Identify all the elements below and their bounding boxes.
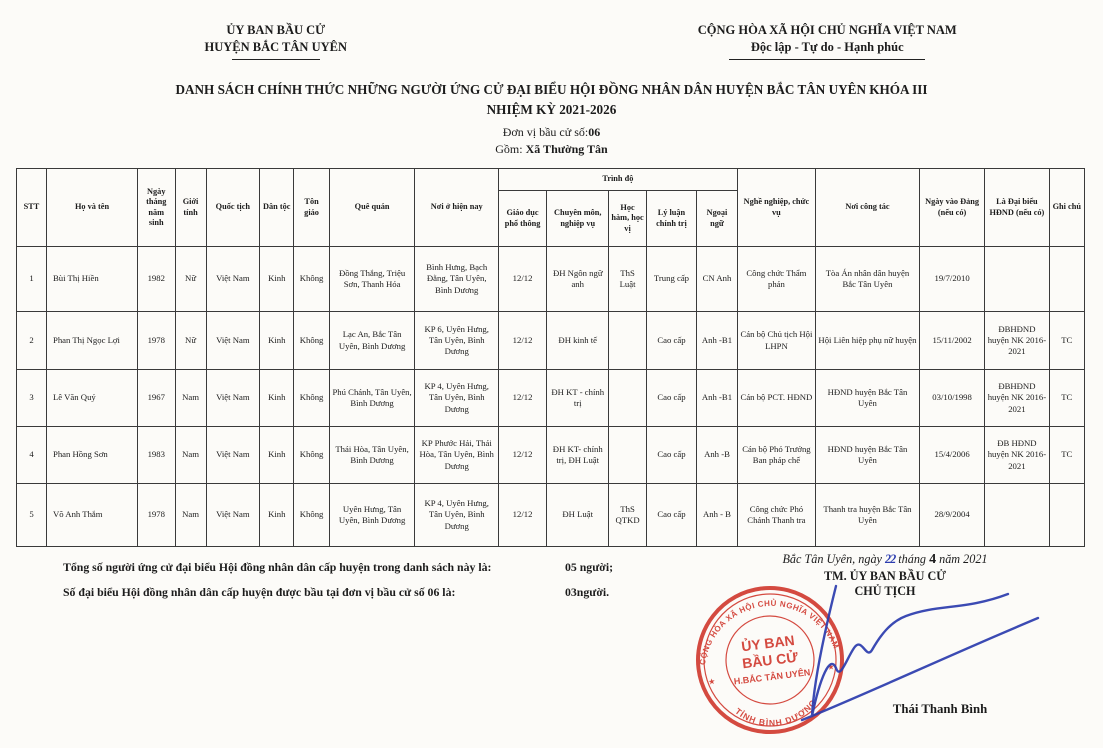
table-cell: Cán bộ PCT. HĐND bbox=[737, 370, 815, 427]
summary-line1-label: Tổng số người ứng cử đại biểu Hội đồng nhân dân cấp huyện trong danh sách này là: bbox=[63, 560, 492, 574]
col-header-religion: Tôn giáo bbox=[294, 169, 329, 247]
stamp-arc-bottom-text: TỈNH BÌNH DƯƠNG bbox=[733, 697, 819, 728]
col-header-dob: Ngày tháng năm sinh bbox=[138, 169, 175, 247]
letterhead-left-rule bbox=[232, 59, 320, 60]
col-header-name: Họ và tên bbox=[46, 169, 137, 247]
table-cell: Việt Nam bbox=[206, 312, 260, 370]
table-cell: 3 bbox=[17, 370, 47, 427]
table-cell: HĐND huyện Bắc Tân Uyên bbox=[816, 370, 920, 427]
document-title bbox=[0, 80, 1103, 121]
document-title-line1: DANH SÁCH CHÍNH THỨC NHỮNG NGƯỜI ỨNG CỬ ĐẠI BIỂU HỘI ĐỒNG NHÂN DÂN HUYỆN BẮC TÂN UYÊN KHÓA III bbox=[175, 82, 928, 97]
col-header-hometown: Quê quán bbox=[329, 169, 415, 247]
table-cell: ĐH KT- chính trị, ĐH Luật bbox=[547, 427, 609, 484]
table-cell: Lê Văn Quý bbox=[46, 370, 137, 427]
table-cell bbox=[1049, 484, 1084, 547]
table-cell: 1967 bbox=[138, 370, 175, 427]
table-cell: Không bbox=[294, 312, 329, 370]
col-header-occupation: Nghề nghiệp, chức vụ bbox=[737, 169, 815, 247]
col-header-gender: Giới tính bbox=[175, 169, 206, 247]
col-header-edu-degree: Học hàm, học vị bbox=[609, 191, 646, 247]
table-cell: Không bbox=[294, 427, 329, 484]
table-cell: ĐH KT - chính trị bbox=[547, 370, 609, 427]
table-cell: ThS QTKD bbox=[609, 484, 646, 547]
table-cell: Nam bbox=[175, 484, 206, 547]
table-cell bbox=[609, 370, 646, 427]
table-cell: Kinh bbox=[260, 312, 294, 370]
col-header-edu-professional: Chuyên môn, nghiệp vụ bbox=[547, 191, 609, 247]
election-unit-number: 06 bbox=[588, 125, 601, 139]
table-cell: Việt Nam bbox=[206, 427, 260, 484]
table-cell: 12/12 bbox=[498, 484, 546, 547]
election-unit-scope-line bbox=[0, 141, 1103, 158]
table-cell bbox=[985, 484, 1049, 547]
role-line: CHỦ TỊCH bbox=[854, 584, 916, 598]
handwritten-day: 22 bbox=[885, 552, 896, 566]
table-cell: Anh -B bbox=[697, 427, 738, 484]
table-cell: 4 bbox=[17, 427, 47, 484]
table-cell: Cao cấp bbox=[646, 312, 696, 370]
table-cell: Không bbox=[294, 484, 329, 547]
table-cell: HĐND huyện Bắc Tân Uyên bbox=[816, 427, 920, 484]
summary-line-total-candidates bbox=[63, 555, 723, 580]
col-header-education-group: Trình độ bbox=[498, 169, 737, 191]
table-cell: CN Anh bbox=[697, 247, 738, 312]
table-cell: 12/12 bbox=[498, 427, 546, 484]
table-header bbox=[17, 169, 1085, 247]
stamp-star-left: ★ bbox=[707, 676, 716, 687]
table-cell: Cao cấp bbox=[646, 370, 696, 427]
table-row bbox=[17, 370, 1085, 427]
table-row bbox=[17, 427, 1085, 484]
date-prefix: Bắc Tân Uyên, ngày bbox=[782, 552, 882, 566]
table-cell: Cán bộ Phó Trưởng Ban pháp chế bbox=[737, 427, 815, 484]
table-body bbox=[17, 247, 1085, 547]
table-cell: Công chức Phó Chánh Thanh tra bbox=[737, 484, 815, 547]
table-cell: Cao cấp bbox=[646, 427, 696, 484]
table-cell: 15/11/2002 bbox=[919, 312, 984, 370]
table-cell: Việt Nam bbox=[206, 247, 260, 312]
election-unit-label: Đơn vị bầu cử số: bbox=[502, 125, 589, 139]
table-row bbox=[17, 247, 1085, 312]
table-cell: 12/12 bbox=[498, 370, 546, 427]
election-scope-label: Gồm: bbox=[495, 142, 523, 157]
table-cell: Nam bbox=[175, 370, 206, 427]
issuing-authority bbox=[0, 22, 552, 60]
table-cell bbox=[609, 312, 646, 370]
col-header-residence: Nơi ở hiện nay bbox=[415, 169, 499, 247]
table-cell: Không bbox=[294, 247, 329, 312]
table-cell: 12/12 bbox=[498, 312, 546, 370]
table-cell: Lạc An, Bắc Tân Uyên, Bình Dương bbox=[329, 312, 415, 370]
summary-line-seats bbox=[63, 580, 723, 605]
national-motto-line2: Độc lập - Tự do - Hạnh phúc bbox=[750, 39, 904, 54]
table-cell: Cán bộ Chủ tịch Hội LHPN bbox=[737, 312, 815, 370]
table-cell: ĐH Ngôn ngữ anh bbox=[547, 247, 609, 312]
table-cell: ĐBHĐND huyện NK 2016-2021 bbox=[985, 370, 1049, 427]
date-suffix: năm 2021 bbox=[939, 552, 988, 566]
national-motto-line1: CỘNG HÒA XÃ HỘI CHỦ NGHĨA VIỆT NAM bbox=[697, 23, 957, 37]
stamp-center-line2: BẦU CỬ bbox=[741, 648, 799, 672]
table-cell: Kinh bbox=[260, 427, 294, 484]
election-unit-line bbox=[0, 124, 1103, 141]
table-cell: KP Phước Hải, Thái Hòa, Tân Uyên, Bình Dương bbox=[415, 427, 499, 484]
document-title-line2: NHIỆM KỲ 2021-2026 bbox=[486, 102, 617, 118]
letterhead-right-rule bbox=[729, 59, 925, 60]
candidates-table bbox=[16, 168, 1085, 547]
issuing-authority-line2: HUYỆN BẮC TÂN UYÊN bbox=[204, 39, 347, 54]
summary-line2-label: Số đại biểu Hội đồng nhân dân cấp huyện được bầu tại đơn vị bầu cử số 06 là: bbox=[63, 585, 456, 599]
table-cell: ĐBHĐND huyện NK 2016-2021 bbox=[985, 312, 1049, 370]
summary-block bbox=[63, 555, 723, 605]
letterhead bbox=[0, 22, 1103, 60]
table-cell: Thái Hòa, Tân Uyên, Bình Dương bbox=[329, 427, 415, 484]
table-cell: 1 bbox=[17, 247, 47, 312]
election-scope-value: Xã Thường Tân bbox=[525, 142, 608, 157]
table-cell: Đồng Thắng, Triệu Sơn, Thanh Hóa bbox=[329, 247, 415, 312]
table-cell: Trung cấp bbox=[646, 247, 696, 312]
table-cell: Phú Chánh, Tân Uyên, Bình Dương bbox=[329, 370, 415, 427]
col-header-edu-political: Lý luận chính trị bbox=[646, 191, 696, 247]
table-cell: 1983 bbox=[138, 427, 175, 484]
table-cell: Uyên Hưng, Tân Uyên, Bình Dương bbox=[329, 484, 415, 547]
table-cell: Việt Nam bbox=[206, 370, 260, 427]
table-cell: TC bbox=[1049, 427, 1084, 484]
table-cell: Kinh bbox=[260, 370, 294, 427]
table-cell: Tòa Án nhân dân huyện Bắc Tân Uyên bbox=[816, 247, 920, 312]
table-cell bbox=[985, 247, 1049, 312]
table-cell: Hội Liên hiệp phụ nữ huyện bbox=[816, 312, 920, 370]
table-cell: ĐH kinh tế bbox=[547, 312, 609, 370]
handwritten-month: 4 bbox=[929, 552, 937, 567]
table-cell: 19/7/2010 bbox=[919, 247, 984, 312]
table-cell: Phan Hồng Sơn bbox=[46, 427, 137, 484]
table-cell: Nam bbox=[175, 427, 206, 484]
table-row bbox=[17, 484, 1085, 547]
table-cell: ThS Luật bbox=[609, 247, 646, 312]
table-cell: 2 bbox=[17, 312, 47, 370]
col-header-delegate: Là Đại biểu HĐND (nếu có) bbox=[985, 169, 1049, 247]
table-cell bbox=[609, 427, 646, 484]
date-line bbox=[690, 552, 1080, 568]
election-unit-block bbox=[0, 124, 1103, 159]
national-motto bbox=[552, 22, 1103, 60]
table-cell: Công chức Thẩm phán bbox=[737, 247, 815, 312]
table-cell: 1978 bbox=[138, 312, 175, 370]
table-cell: TC bbox=[1049, 312, 1084, 370]
table-cell: KP 4, Uyên Hưng, Tân Uyên, Bình Dương bbox=[415, 370, 499, 427]
table-cell: Anh -B1 bbox=[697, 312, 738, 370]
table-cell: KP 6, Uyên Hưng, Tân Uyên, Bình Dương bbox=[415, 312, 499, 370]
table-cell: TC bbox=[1049, 370, 1084, 427]
stamp-arc-top-text: CỘNG HÒA XÃ HỘI CHỦ NGHĨA VIỆT NAM bbox=[698, 598, 841, 666]
on-behalf-line: TM. ỦY BAN BẦU CỬ bbox=[824, 569, 946, 583]
summary-line2-value: 03người. bbox=[565, 585, 610, 599]
signer-name: Thái Thanh Bình bbox=[892, 702, 988, 716]
table-row bbox=[17, 312, 1085, 370]
table-cell: Kinh bbox=[260, 484, 294, 547]
col-header-party-date: Ngày vào Đảng (nếu có) bbox=[919, 169, 984, 247]
table-cell: ĐH Luật bbox=[547, 484, 609, 547]
issuing-authority-line1: ỦY BAN BẦU CỬ bbox=[226, 23, 326, 37]
table-cell: Không bbox=[294, 370, 329, 427]
table-cell: 1978 bbox=[138, 484, 175, 547]
col-header-ethnicity: Dân tộc bbox=[260, 169, 294, 247]
table-cell: Nữ bbox=[175, 312, 206, 370]
table-cell: Phan Thị Ngọc Lợi bbox=[46, 312, 137, 370]
col-header-workplace: Nơi công tác bbox=[816, 169, 920, 247]
table-cell: 03/10/1998 bbox=[919, 370, 984, 427]
col-header-stt: STT bbox=[17, 169, 47, 247]
table-cell: ĐB HĐND huyện NK 2016- 2021 bbox=[985, 427, 1049, 484]
stamp-center-line1: ỦY BAN bbox=[740, 631, 796, 655]
table-cell: Anh -B1 bbox=[697, 370, 738, 427]
table-cell: 15/4/2006 bbox=[919, 427, 984, 484]
table-cell: Cao cấp bbox=[646, 484, 696, 547]
table-cell: 12/12 bbox=[498, 247, 546, 312]
table-cell: Việt Nam bbox=[206, 484, 260, 547]
col-header-note: Ghi chú bbox=[1049, 169, 1084, 247]
stamp-star-right: ★ bbox=[826, 662, 836, 673]
table-cell: Bình Hưng, Bạch Đằng, Tân Uyên, Bình Dương bbox=[415, 247, 499, 312]
table-cell bbox=[1049, 247, 1084, 312]
table-cell: Thanh tra huyện Bắc Tân Uyên bbox=[816, 484, 920, 547]
table-cell: Kinh bbox=[260, 247, 294, 312]
table-cell: 28/9/2004 bbox=[919, 484, 984, 547]
table-cell: Bùi Thị Hiền bbox=[46, 247, 137, 312]
stamp-center-line3: H.BẮC TÂN UYÊN bbox=[733, 667, 811, 687]
table-cell: Anh - B bbox=[697, 484, 738, 547]
table-cell: KP 4, Uyên Hưng, Tân Uyên, Bình Dương bbox=[415, 484, 499, 547]
table-cell: Nữ bbox=[175, 247, 206, 312]
table-cell: 1982 bbox=[138, 247, 175, 312]
summary-line1-value: 05 người; bbox=[565, 560, 614, 574]
col-header-edu-general: Giáo dục phổ thông bbox=[498, 191, 546, 247]
table-cell: Võ Anh Thắm bbox=[46, 484, 137, 547]
col-header-edu-language: Ngoại ngữ bbox=[697, 191, 738, 247]
date-mid: tháng bbox=[898, 552, 927, 566]
table-cell: 5 bbox=[17, 484, 47, 547]
col-header-nationality: Quốc tịch bbox=[206, 169, 260, 247]
